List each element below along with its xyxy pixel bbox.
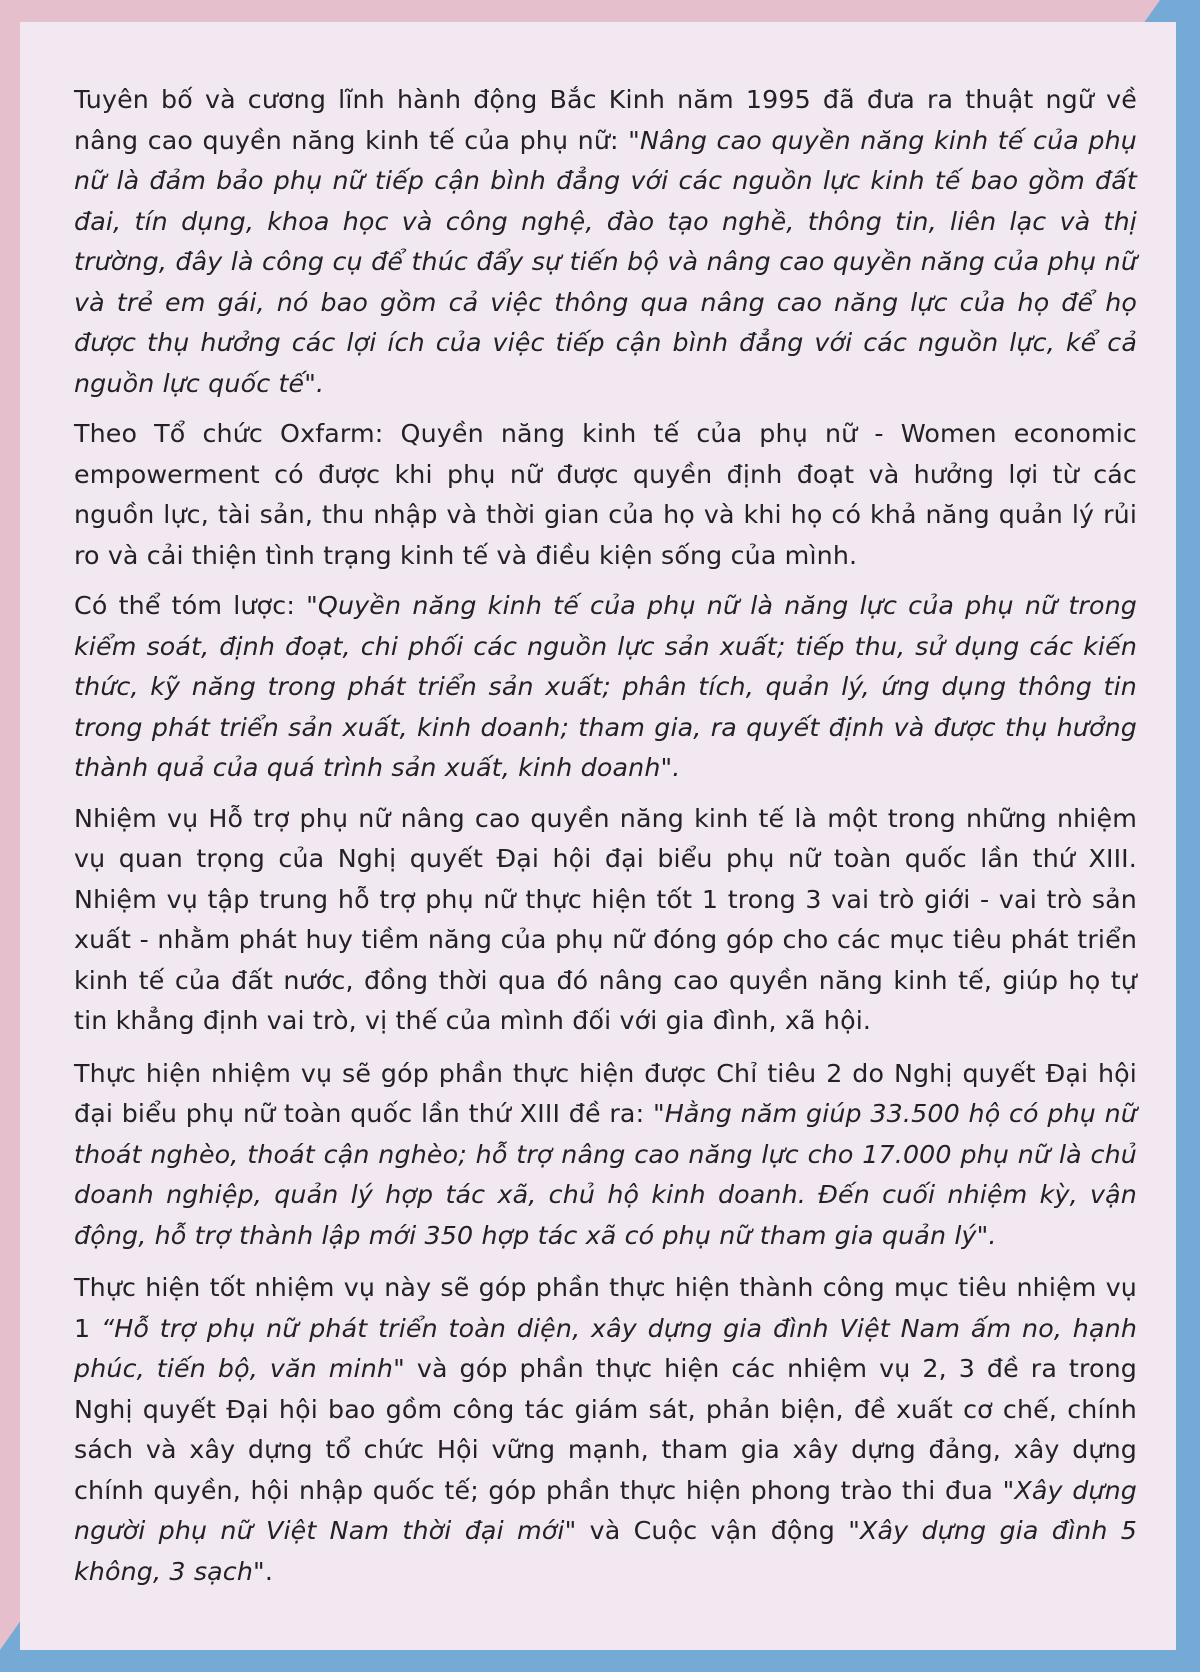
text-segment: Thực hiện nhiệm vụ sẽ góp phần thực hiện được Chỉ tiêu 2 do Nghị quyết Đại hội đại biểu phụ nữ toàn quốc lần thứ XIII đề ra: — [74, 1058, 1137, 1128]
paragraph-oxfarm — [74, 414, 1137, 576]
text-segment: Tuyên bố và cương lĩnh hành động Bắc Kinh năm 1995 đã đưa ra thuật ngữ về nâng cao quyền năng kinh tế của phụ nữ: — [74, 85, 1137, 155]
paragraph-target — [74, 1054, 1137, 1257]
quote-segment: "Nâng cao quyền năng kinh tế của phụ nữ là đảm bảo phụ nữ tiếp cận bình đẳng với các nguồn lực kinh tế bao gồm đất đai, tín dụng, khoa học và công nghệ, đào tạo nghề, thông tin, liên lạc và thị trường, đây là công cụ để thúc đẩy sự tiến bộ và nâng cao quyền năng của phụ nữ và trẻ em gái, nó bao gồm cả việc thông qua nâng cao năng lực của họ để họ được thụ hưởng các lợi ích của việc tiếp cận bình đẳng với các nguồn lực, kể cả nguồn lực quốc tế". — [74, 125, 1137, 398]
paragraph-summary — [74, 586, 1137, 789]
quote-segment: "Quyền năng kinh tế của phụ nữ là năng lực của phụ nữ trong kiểm soát, định đoạt, chi phối các nguồn lực sản xuất; tiếp thu, sử dụng các kiến thức, kỹ năng trong phát triển sản xuất; phân tích, quản lý, ứng dụng thông tin trong phát triển sản xuất, kinh doanh; tham gia, ra quyết định và được thụ hưởng thành quả của quá trình sản xuất, kinh doanh". — [74, 591, 1137, 782]
text-segment: Thực hiện tốt nhiệm vụ này sẽ góp phần thực hiện thành công mục tiêu nhiệm vụ 1 — [74, 1273, 1137, 1343]
text-segment: Theo Tổ chức Oxfarm: Quyền năng kinh tế của phụ nữ - Women economic empowerment có được khi phụ nữ được quyền định đoạt và hưởng lợi từ các nguồn lực, tài sản, thu nhập và thời gian của họ và khi họ có khả năng quản lý rủi ro và cải thiện tình trạng kinh tế và điều kiện sống của mình. — [74, 419, 1137, 570]
text-segment: Có thể tóm lược: — [74, 591, 307, 620]
text-segment: và góp phần thực hiện các nhiệm vụ 2, 3 đề ra trong Nghị quyết Đại hội bao gồm công tác giám sát, phản biện, đề xuất cơ chế, chính sách và xây dựng tổ chức Hội vững mạnh, tham gia xây dựng đảng, xây dựng chính quyền, hội nhập quốc tế; góp phần thực hiện phong trào thi đua — [74, 1354, 1138, 1505]
text-segment: và Cuộc vận động — [576, 1516, 849, 1545]
quote-segment: “Hỗ trợ phụ nữ phát triển toàn diện, xây dựng gia đình Việt Nam ấm no, hạnh phúc, tiến bộ, văn minh" — [74, 1313, 1138, 1383]
content-card — [20, 22, 1176, 1650]
paragraph-beijing-declaration — [74, 80, 1137, 404]
text-segment: Nhiệm vụ Hỗ trợ phụ nữ nâng cao quyền năng kinh tế là một trong những nhiệm vụ quan trọng của Nghị quyết Đại hội đại biểu phụ nữ toàn quốc lần thứ XIII. Nhiệm vụ tập trung hỗ trợ phụ nữ thực hiện tốt 1 trong 3 vai trò giới - vai trò sản xuất - nhằm phát huy tiềm năng của phụ nữ đóng góp cho các mục tiêu phát triển kinh tế của đất nước, đồng thời qua đó nâng cao quyền năng kinh tế, giúp họ tự tin khẳng định vai trò, vị thế của mình đối với gia đình, xã hội. — [74, 803, 1137, 1035]
quote-segment: "Hằng năm giúp 33.500 hộ có phụ nữ thoát nghèo, thoát cận nghèo; hỗ trợ nâng cao năng lực cho 17.000 phụ nữ là chủ doanh nghiệp, quản lý hợp tác xã, chủ hộ kinh doanh. Đến cuối nhiệm kỳ, vận động, hỗ trợ thành lập mới 350 hợp tác xã có phụ nữ tham gia quản lý". — [74, 1099, 1137, 1250]
article-body — [74, 80, 1137, 1602]
paragraph-conclusion — [74, 1268, 1137, 1592]
text-segment: . — [264, 1556, 274, 1586]
quote-segment: "Xây dựng gia đình 5 không, 3 sạch" — [74, 1516, 1137, 1586]
quote-segment: "Xây dựng người phụ nữ Việt Nam thời đại mới" — [74, 1475, 1137, 1545]
paragraph-task — [74, 799, 1137, 1042]
